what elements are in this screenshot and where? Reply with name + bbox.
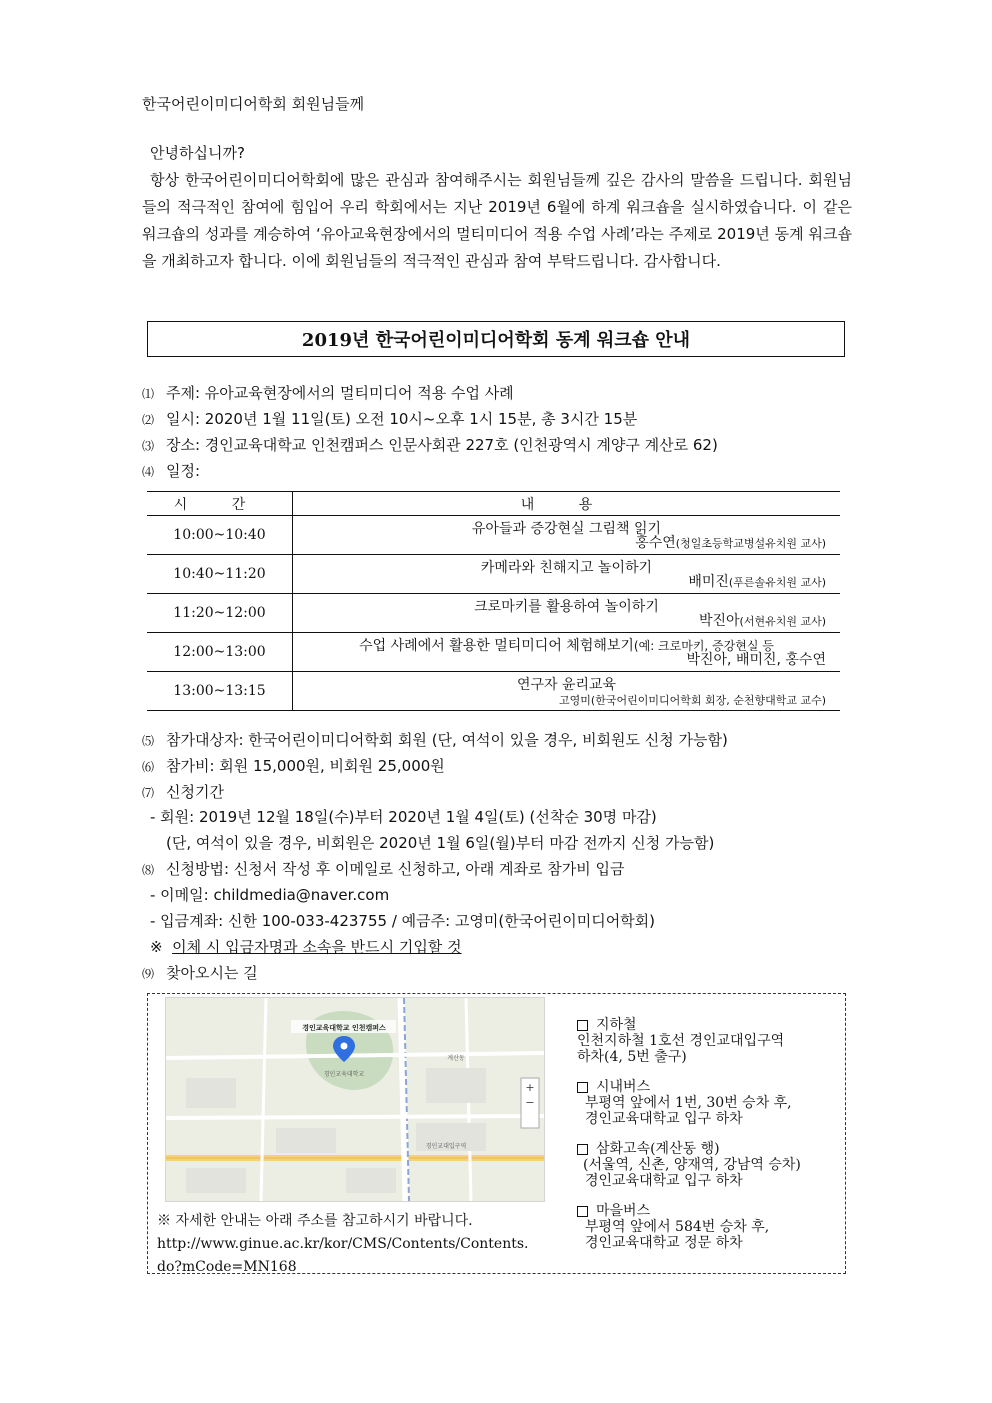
- row-time: 10:00~10:40: [147, 516, 293, 555]
- row-title: 크로마키를 활용하여 놀이하기: [474, 599, 659, 615]
- intro-paragraph: [142, 140, 852, 275]
- transport-express-bus: 삼화고속(계산동 행) (서울역, 신촌, 양재역, 강남역 승차) 경인교육대학교 입구 하차: [577, 1141, 837, 1189]
- map-note: [157, 1210, 529, 1279]
- campus-map: [165, 997, 545, 1202]
- row-time: 13:00~13:15: [147, 672, 293, 711]
- header-time: 시 간: [147, 492, 293, 516]
- row-presenter: 박진아, 배미진, 홍수연: [686, 652, 826, 668]
- period-nonmember: (단, 여석이 있을 경우, 비회원은 2020년 1월 6일(월)부터 마감 전까지 신청 가능함): [166, 834, 715, 852]
- row-title: 연구자 윤리교육: [516, 677, 617, 693]
- schedule-table: [147, 491, 840, 711]
- svg-text:−: −: [525, 1096, 535, 1109]
- item-period: ⑺ 신청기간: [142, 783, 224, 801]
- row-presenter: 홍수연(청일초등학교병설유치원 교사): [635, 535, 826, 551]
- transport-city-bus: 시내버스 부평역 앞에서 1번, 30번 승차 후, 경인교육대학교 입구 하차: [577, 1079, 837, 1127]
- map-image: [166, 998, 544, 1201]
- row-presenter: 배미진(푸른솔유치원 교사): [688, 574, 826, 590]
- item-fee: ⑹ 참가비: 회원 15,000원, 비회원 25,000원: [142, 757, 445, 775]
- row-title: 카메라와 친해지고 놀이하기: [480, 560, 653, 576]
- map-area-label: 계산동: [447, 1055, 465, 1062]
- method-account: - 입금계좌: 신한 100-033-423755 / 예금주: 고영미(한국어린이미디어학회): [150, 912, 656, 930]
- row-time: 12:00~13:00: [147, 633, 293, 672]
- item-datetime: ⑵ 일시: 2020년 1월 11일(토) 오전 10시~오후 1시 15분, 총 3시간 15분: [142, 410, 638, 428]
- period-member: - 회원: 2019년 12월 18일(수)부터 2020년 1월 4일(토) (선착순 30명 마감): [150, 808, 657, 826]
- row-presenter: 박진아(서현유치원 교사): [698, 613, 826, 629]
- row-title: 유아들과 증강현실 그림책 읽기: [471, 521, 662, 537]
- map-url-line2[interactable]: do?mCode=MN168: [157, 1259, 297, 1275]
- header-content: 내 용: [293, 492, 841, 516]
- row-time: 11:20~12:00: [147, 594, 293, 633]
- method-note: ※ 이체 시 입금자명과 소속을 반드시 기입할 것: [150, 938, 462, 956]
- checkbox-square-icon: [577, 1144, 588, 1155]
- item-directions: ⑼ 찾아오시는 길: [142, 964, 258, 982]
- item-topic: ⑴ 주제: 유아교육현장에서의 멀티미디어 적용 수업 사례: [142, 384, 514, 402]
- schedule-header-row: [147, 492, 840, 516]
- checkbox-square-icon: [577, 1020, 588, 1031]
- map-url-line1[interactable]: http://www.ginue.ac.kr/kor/CMS/Contents/Contents.: [157, 1236, 529, 1252]
- transport-subway: 지하철 인천지하철 1호선 경인교대입구역 하차(4, 5번 출구): [577, 1017, 785, 1065]
- item-method: ⑻ 신청방법: 신청서 작성 후 이메일로 신청하고, 아래 계좌로 참가비 입금: [142, 860, 625, 878]
- row-title: 수업 사례에서 활용한 멀티미디어 체험해보기(예: 크로마키, 증강현실 등: [359, 638, 774, 654]
- checkbox-square-icon: [577, 1206, 588, 1217]
- row-presenter: 고영미(한국어린이미디어학회 회장, 순천향대학교 교수): [559, 694, 826, 707]
- transport-list: [577, 1017, 837, 1265]
- transport-village-bus: 마을버스 부평역 앞에서 584번 승차 후, 경인교육대학교 정문 하차: [577, 1203, 837, 1251]
- table-row: [147, 555, 840, 594]
- table-row: [147, 672, 840, 711]
- map-campus-label: 경인교육대학교 인천캠퍼스: [302, 1024, 386, 1032]
- method-email: - 이메일: childmedia@naver.com: [150, 886, 390, 904]
- item-eligibility: ⑸ 참가대상자: 한국어린이미디어학회 회원 (단, 여석이 있을 경우, 비회원도 신청 가능함): [142, 731, 728, 749]
- greeting: 한국어린이미디어학회 회원님들께: [142, 95, 365, 113]
- checkbox-square-icon: [577, 1082, 588, 1093]
- workshop-title: 2019년 한국어린이미디어학회 동계 워크숍 안내: [147, 321, 845, 357]
- table-row: [147, 516, 840, 555]
- intro-salutation: 안녕하십니까?: [150, 144, 245, 162]
- map-school-label: 경인교육대학교: [323, 1071, 365, 1078]
- table-row: [147, 633, 840, 672]
- table-row: [147, 594, 840, 633]
- item-venue: ⑶ 장소: 경인교육대학교 인천캠퍼스 인문사회관 227호 (인천광역시 계양구 계산로 62): [142, 436, 718, 454]
- item-schedule-label: ⑷ 일정:: [142, 462, 201, 480]
- row-time: 10:40~11:20: [147, 555, 293, 594]
- svg-text:+: +: [525, 1081, 535, 1094]
- intro-body: 항상 한국어린이미디어학회에 많은 관심과 참여해주시는 회원님들께 깊은 감사의 말씀을 드립니다. 회원님들의 적극적인 참여에 힘입어 우리 학회에서는 지난 2019년 6월에 하계 워크숍을 실시하였습니다. 이 같은 워크숍의 성과를 계승하여 ‘유아교육현장에서의 멀티미디어 적용 수업 사례’라는 주제로 2019년 동계 워크숍을 개최하고자 합니다. 이에 회원님들의 적극적인 관심과 참여 부탁드립니다. 감사합니다.: [142, 171, 852, 270]
- map-station-label: 경인교대입구역: [425, 1143, 467, 1150]
- map-note-text: ※ 자세한 안내는 아래 주소를 참고하시기 바랍니다.: [157, 1213, 473, 1229]
